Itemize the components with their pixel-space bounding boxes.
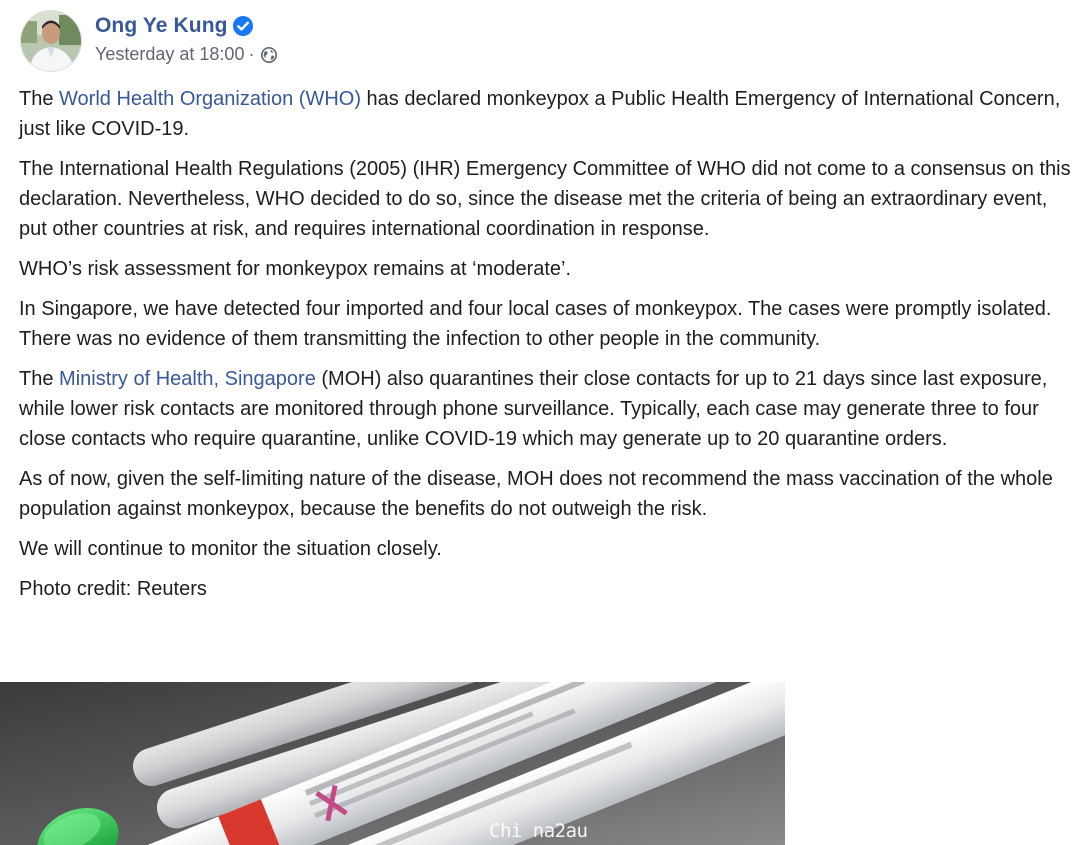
post-paragraph xyxy=(19,464,1074,524)
post-paragraph xyxy=(19,534,1074,564)
avatar-image xyxy=(21,11,82,72)
post-text-span: has declared monkeypox a Public Health Emergency of International Concern, just like COVID-19. xyxy=(19,88,1061,140)
post-text-span: As of now, given the self-limiting nature of the disease, MOH does not recommend the mass vaccination of the whole population against monkeypox, because the benefits do not outweigh the risk. xyxy=(19,468,1053,520)
post-text-span: The xyxy=(19,88,60,110)
photo-image xyxy=(0,682,785,845)
post-meta xyxy=(95,44,278,65)
post-photo[interactable] xyxy=(0,682,785,845)
post-link[interactable]: Ministry of Health, Singapore xyxy=(59,368,316,390)
author-name[interactable]: Ong Ye Kung xyxy=(95,14,228,37)
post-text-span: The xyxy=(19,368,60,390)
post-paragraph xyxy=(19,364,1074,454)
post-paragraph xyxy=(19,574,1074,604)
meta-separator: · xyxy=(248,44,255,64)
post-paragraph xyxy=(19,154,1074,244)
post-text-span: Photo credit: Reuters xyxy=(19,578,207,600)
post-paragraph xyxy=(19,84,1074,144)
post-timestamp[interactable]: Yesterday at 18:00 xyxy=(95,44,245,64)
post-text-span: (MOH) also quarantines their close contacts for up to 21 days since last exposure, while lower risk contacts are monitored through phone surveillance. Typically, each case may generate three to four close contacts who require quarantine, unlike COVID-19 which may generate up to 20 quarantine orders. xyxy=(19,368,1048,450)
post-link[interactable]: World Health Organization (WHO) xyxy=(59,88,361,110)
verified-badge-icon xyxy=(233,16,253,36)
post-paragraph xyxy=(19,254,1074,284)
post-text-span: WHO’s risk assessment for monkeypox remains at ‘moderate’. xyxy=(19,258,572,280)
globe-icon[interactable] xyxy=(260,46,278,64)
post-text xyxy=(19,84,1074,614)
post-paragraph xyxy=(19,294,1074,354)
photo-watermark: Chi na2au xyxy=(489,820,588,842)
post-text-span: In Singapore, we have detected four imported and four local cases of monkeypox. The cases were promptly isolated. There was no evidence of them transmitting the infection to other people in the community. xyxy=(19,298,1052,350)
post-header xyxy=(20,10,278,74)
avatar[interactable] xyxy=(20,10,82,72)
post-text-span: The International Health Regulations (2005) (IHR) Emergency Committee of WHO did not come to a consensus on this declaration. Nevertheless, WHO decided to do so, since the disease met the criteria of being an extraordinary event, put other countries at risk, and requires international coordination in response. xyxy=(19,158,1071,240)
post-text-span: We will continue to monitor the situation closely. xyxy=(19,538,442,560)
